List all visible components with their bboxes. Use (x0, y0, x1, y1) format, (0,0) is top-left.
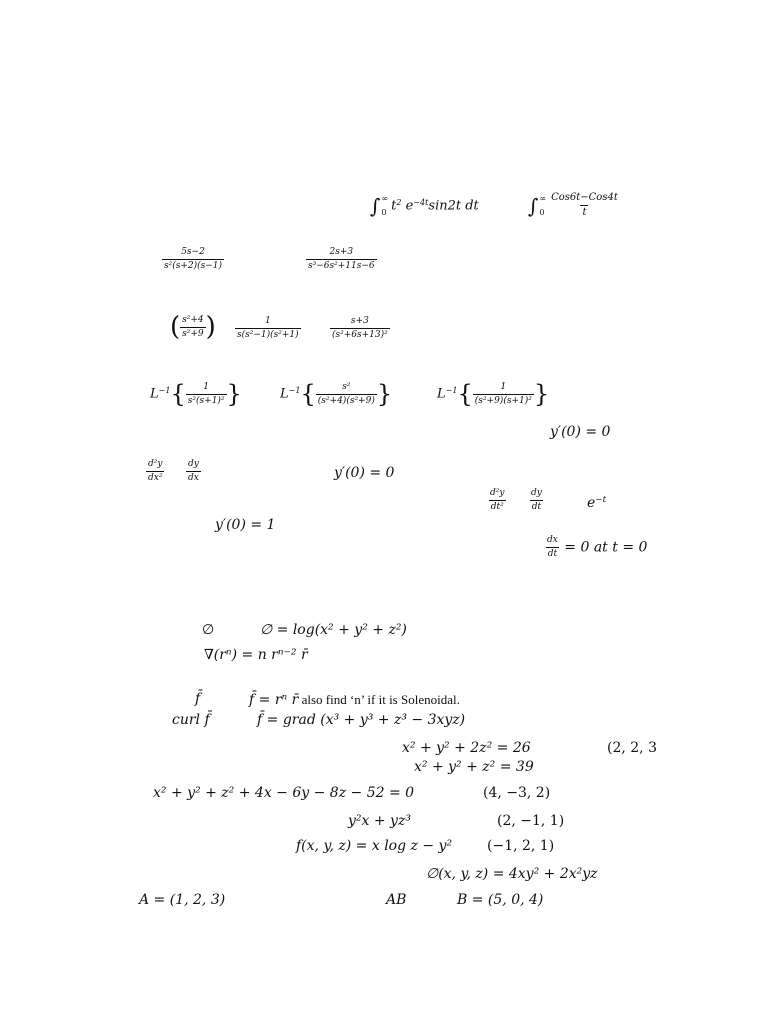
surface-2: x² + y² + z² = 39 (414, 759, 534, 775)
second-derivative-t: $\frac{\text{d²y}}{\text{dt²}}$ (490, 488, 505, 512)
fraction-4: $\frac{1}{\text{s(s²−1)(s²+1)}}$ (237, 316, 299, 340)
exponential: $e^{-t}$ (587, 495, 607, 511)
first-derivative-t: $\frac{dy}{dt}$ (531, 488, 542, 512)
phi-definition: ∅ = log(x² + y² + z²) (260, 622, 407, 638)
inverse-laplace-2: $L^{-1}${ $\frac{\text{s²}}{\text{(s²+4)(s²+9)}}$ } (280, 380, 393, 408)
gradient-rn: ∇(rⁿ) = n rⁿ⁻² r̄ (204, 647, 308, 663)
fraction-2: $\frac{2s+3}{\text{s³−6s²+11s−6}}$ (308, 247, 375, 271)
f-bar-symbol: f̄ (195, 691, 201, 707)
initial-condition-1: y′(0) = 0 (550, 424, 611, 440)
first-derivative-x: $\frac{dy}{dx}$ (188, 459, 199, 483)
point-3: (2, −1, 1) (497, 813, 565, 829)
fraction-3: ( $\frac{\text{s²+4}}{\text{s²+9}}$ ) (170, 312, 216, 342)
integral-1: ∫ ∞ 0 $t^2$ $e^{-4t}\sin 2t$ dt (370, 194, 479, 218)
initial-condition-2: y′(0) = 0 (334, 465, 395, 481)
second-derivative-x: $\frac{\text{d²y}}{\text{dx²}}$ (148, 459, 163, 483)
segment-ab: AB (386, 892, 407, 908)
grad-definition: f̄ = grad (x³ + y³ + z³ − 3xyz) (257, 712, 466, 728)
fraction-5: $\frac{s+3}{\text{(s²+6s+13)²}}$ (332, 316, 388, 340)
f-bar-definition: f̄ = rⁿ r̄ also find ‘n’ if it is Solenoidal. (249, 692, 460, 708)
point-4: (−1, 2, 1) (487, 838, 555, 854)
dx-dt-condition: $\frac{dx}{dt}$ = 0 at t = 0 (547, 535, 648, 559)
surface-1: x² + y² + 2z² = 26 (402, 740, 531, 756)
integral-2: ∫ ∞ 0 Cos6t−Cos4t t (528, 192, 618, 218)
point-a: A = (1, 2, 3) (139, 892, 226, 908)
initial-condition-3: y′(0) = 1 (215, 517, 276, 533)
function-f: f(x, y, z) = x log z − y² (296, 838, 453, 854)
fraction-1: $\frac{5s-2}{\text{s²(s+2)(s−1)}}$ (164, 247, 223, 271)
inverse-laplace-1: $L^{-1}${ $\frac{1}{\text{s²(s+1)²}}$ } (150, 380, 242, 408)
point-1: (2, 2, 3 (607, 740, 657, 756)
phi-symbol: ∅ (202, 622, 215, 638)
surface-4: y²x + yz³ (348, 813, 411, 829)
point-2: (4, −3, 2) (483, 785, 551, 801)
curl-f: curl f̄ (172, 712, 210, 728)
phi-function: ∅(x, y, z) = 4xy² + 2x²yz (426, 866, 598, 882)
surface-3: x² + y² + z² + 4x − 6y − 8z − 52 = 0 (153, 785, 415, 801)
inverse-laplace-3: $L^{-1}${ $\frac{1}{\text{(s²+9)(s+1)²}}$ } (437, 380, 550, 408)
point-b: B = (5, 0, 4) (457, 892, 544, 908)
